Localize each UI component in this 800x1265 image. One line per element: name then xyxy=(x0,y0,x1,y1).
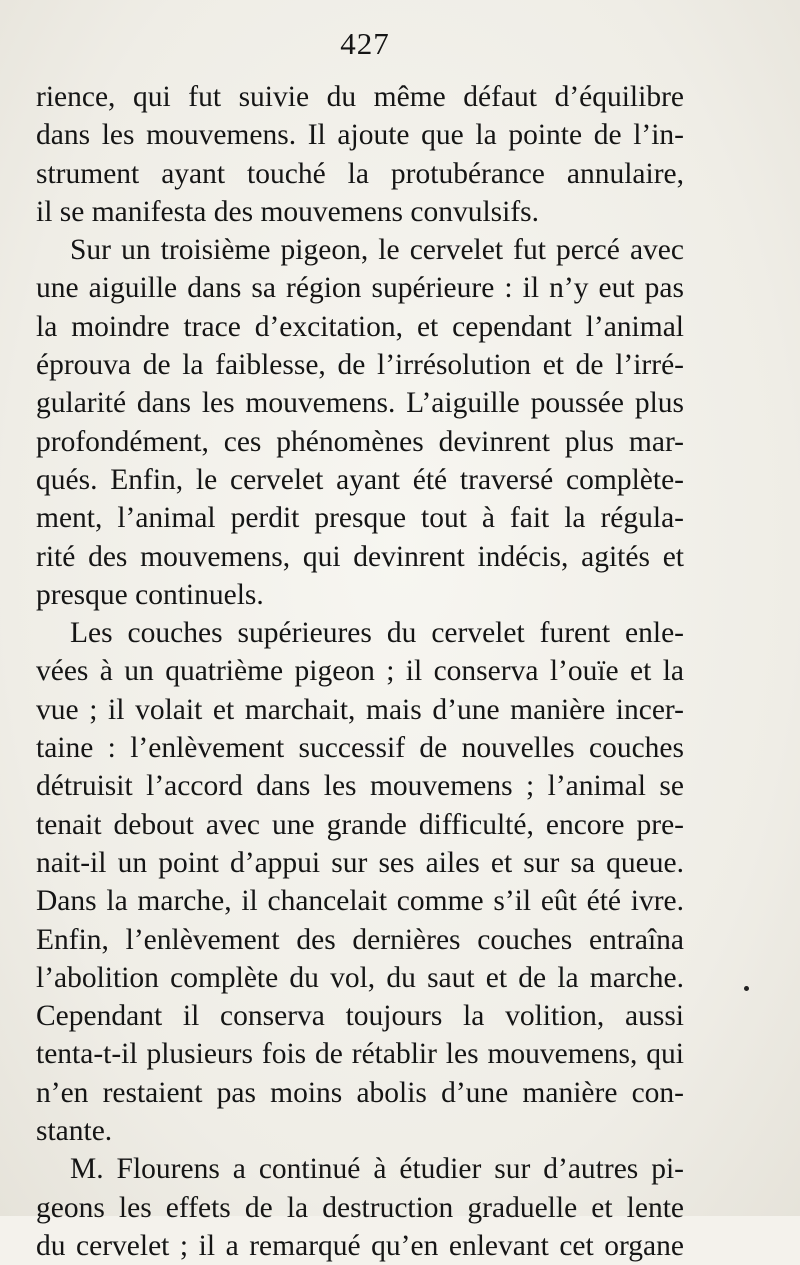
text-line: qués. Enfin, le cervelet ayant été traversé complète- xyxy=(36,463,684,496)
text-line: Cependant il conserva toujours la volition, aussi xyxy=(36,1000,684,1033)
text-line: vue ; il volait et marchait, mais d’une manière incer- xyxy=(36,693,684,726)
body-text xyxy=(36,78,684,1265)
paragraph-start-line: M. Flourens a continué à étudier sur d’autres pi- xyxy=(70,1153,684,1186)
text-line: l’abolition complète du vol, du saut et de la marche. xyxy=(36,961,684,994)
text-line: rience, qui fut suivie du même défaut d’équilibre xyxy=(36,81,684,113)
text-line: dans les mouvemens. Il ajoute que la pointe de l’in- xyxy=(36,119,684,152)
text-line: gularité dans les mouvemens. L’aiguille poussée plus xyxy=(36,387,684,420)
ink-speck xyxy=(744,986,749,991)
text-line: tenta-t-il plusieurs fois de rétablir les mouvemens, qui xyxy=(36,1038,684,1071)
text-line: taine : l’enlèvement successif de nouvelles couches xyxy=(36,732,684,765)
text-line: rité des mouvemens, qui devinrent indécis, agités et xyxy=(36,540,684,573)
text-line: éprouva de la faiblesse, de l’irrésolution et de l’irré- xyxy=(36,349,684,382)
text-line: stante. xyxy=(36,1115,113,1148)
text-line: la moindre trace d’excitation, et cependant l’animal xyxy=(36,310,684,343)
text-line: nait-il un point d’appui sur ses ailes et sur sa queue. xyxy=(36,846,684,879)
text-line: une aiguille dans sa région supérieure : il n’y eut pas xyxy=(36,272,684,305)
text-line: détruisit l’accord dans les mouvemens ; l’animal se xyxy=(36,770,684,803)
text-line: profondément, ces phénomènes devinrent plus mar- xyxy=(36,425,684,458)
paragraph-start-line: Sur un troisième pigeon, le cervelet fut percé avec xyxy=(70,234,684,267)
text-line: il se manifesta des mouvemens convulsifs. xyxy=(36,195,540,228)
text-line: n’en restaient pas moins abolis d’une manière con- xyxy=(36,1076,684,1109)
text-line: Enfin, l’enlèvement des dernières couches entraîna xyxy=(36,923,684,956)
paragraph-start-line: Les couches supérieures du cervelet furent enle- xyxy=(70,617,684,650)
text-line: Dans la marche, il chancelait comme s’il eût été ivre. xyxy=(36,885,684,918)
page-number: 427 xyxy=(340,26,390,61)
text-line: tenait debout avec une grande difficulté, encore pre- xyxy=(36,808,684,841)
text-line: vées à un quatrième pigeon ; il conserva l’ouïe et la xyxy=(36,655,684,688)
text-line: presque continuels. xyxy=(36,578,264,611)
text-line: ment, l’animal perdit presque tout à fait la régula- xyxy=(36,502,684,535)
text-line: geons les effets de la destruction graduelle et lente xyxy=(36,1191,684,1224)
text-line: du cervelet ; il a remarqué qu’en enlevant cet organe xyxy=(36,1229,684,1262)
text-line: strument ayant touché la protubérance annulaire, xyxy=(36,157,684,190)
